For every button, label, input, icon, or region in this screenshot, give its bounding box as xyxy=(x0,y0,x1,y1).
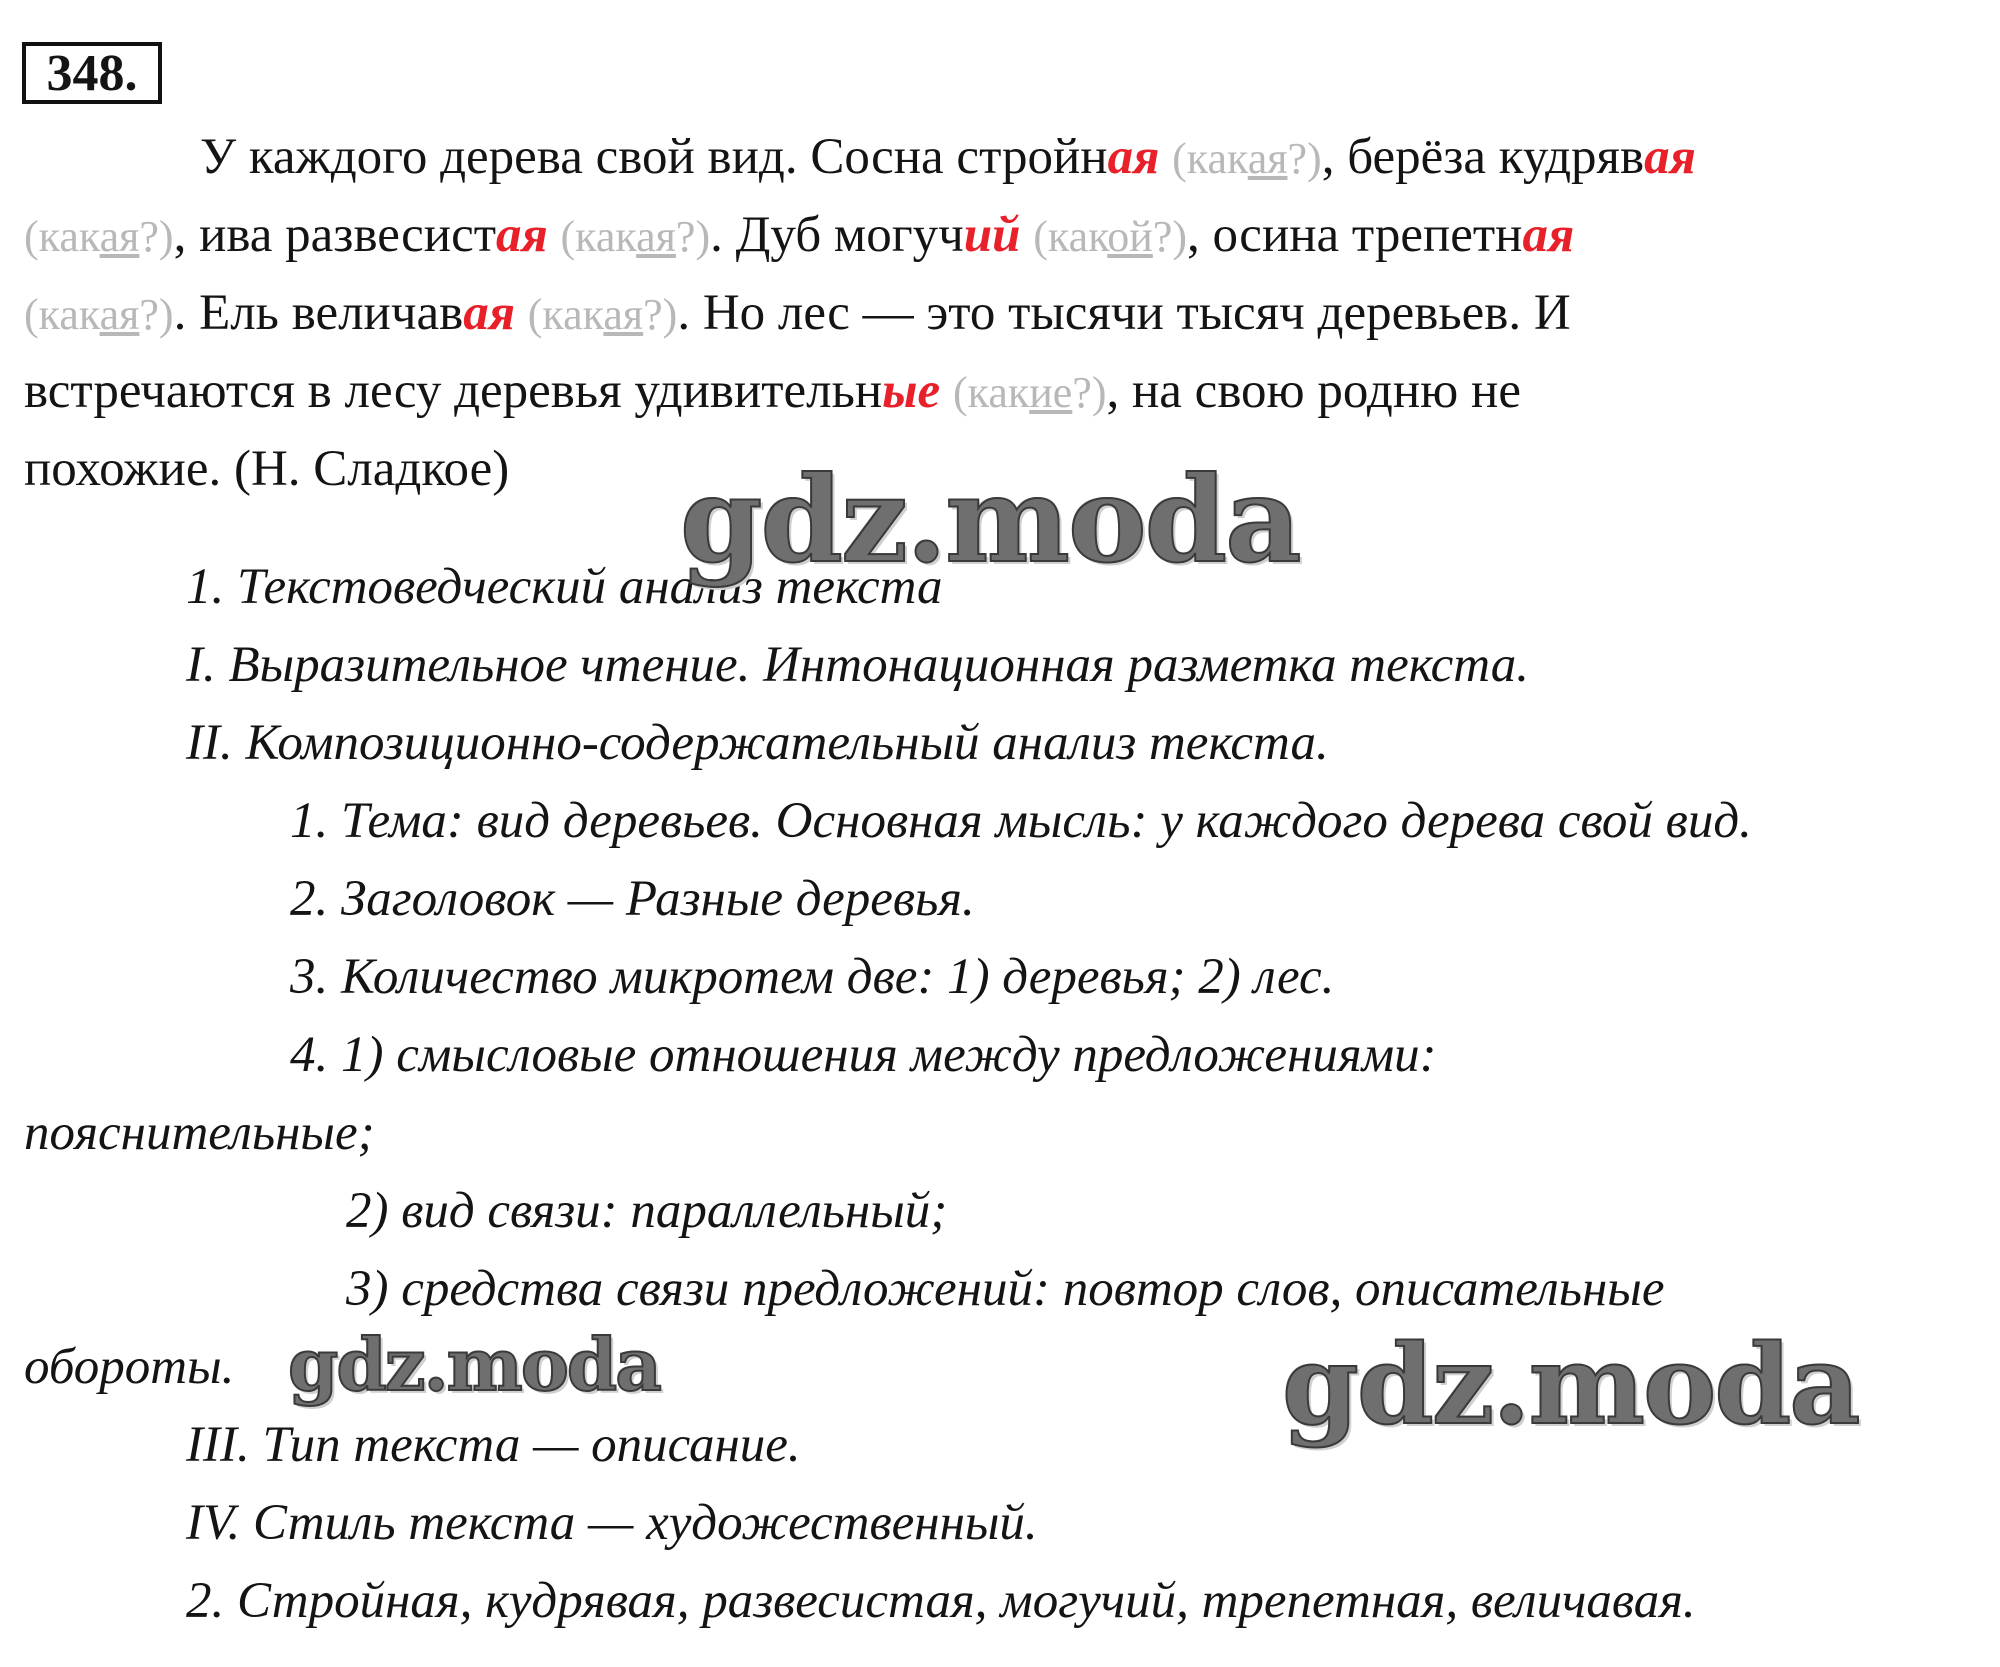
analysis-subitem: 3) средства связи предложений: повтор слов, описательные xyxy=(346,1261,1665,1317)
watermark-logo: gdz.moda xyxy=(680,450,1300,589)
analysis-item: I. Выразительное чтение. Интонационная разметка текста. xyxy=(186,637,1529,693)
analysis-heading: 1. Текстоведческий анализ текста xyxy=(186,559,943,615)
analysis-item: III. Тип текста — описание. xyxy=(186,1417,801,1473)
case-question: (какая?) xyxy=(527,290,678,339)
passage-text: , осина трепетн xyxy=(1187,207,1523,263)
passage-text: похожие. (Н. Сладкое) xyxy=(24,441,510,497)
analysis-item: II. Композиционно-содержательный анализ текста. xyxy=(186,715,1329,771)
analysis-subitem: 3. Количество микротем две: 1) деревья; 2) лес. xyxy=(290,949,1335,1005)
analysis-subitem: 4. 1) смысловые отношения между предложениями: xyxy=(290,1027,1437,1083)
passage-text: , ива развесист xyxy=(173,207,496,263)
analysis-subitem: 2) вид связи: параллельный; xyxy=(346,1183,948,1239)
analysis-continuation: пояснительные; xyxy=(24,1105,375,1161)
analysis-answer: 2. Стройная, кудрявая, развесистая, могучий, трепетная, величавая. xyxy=(186,1573,1696,1629)
case-question: (какие?) xyxy=(952,368,1107,417)
passage-text: . Дуб могуч xyxy=(710,207,964,263)
case-question: (какой?) xyxy=(1033,212,1188,261)
passage-line-3 xyxy=(24,274,1571,352)
passage-text: , на свою родню не xyxy=(1106,363,1521,419)
adjective-ending: ая xyxy=(496,207,548,263)
passage-line-1 xyxy=(200,118,1696,196)
case-question: (какая?) xyxy=(24,290,174,339)
passage-text: . Ель величав xyxy=(173,285,464,341)
passage-line-5 xyxy=(24,430,509,508)
watermark-logo: gdz.moda xyxy=(288,1322,660,1407)
exercise-number: 348. xyxy=(22,42,162,104)
adjective-ending: ая xyxy=(1644,129,1696,185)
case-question: (какая?) xyxy=(1172,134,1322,183)
case-question: (какая?) xyxy=(560,212,711,261)
adjective-ending: ая xyxy=(1107,129,1160,185)
analysis-subitem: 1. Тема: вид деревьев. Основная мысль: у каждого дерева свой вид. xyxy=(290,793,1752,849)
adjective-ending: ий xyxy=(963,207,1021,263)
analysis-subitem: 2. Заголовок — Разные деревья. xyxy=(290,871,975,927)
passage-text: У каждого дерева свой вид. Сосна стройн xyxy=(200,129,1108,185)
adjective-ending: ая xyxy=(1522,207,1575,263)
adjective-ending: ые xyxy=(882,363,941,419)
passage-text: встречаются в лесу деревья удивительн xyxy=(24,363,883,419)
passage-text: , берёза кудряв xyxy=(1321,129,1645,185)
analysis-continuation: обороты. xyxy=(24,1339,235,1395)
passage-line-2 xyxy=(24,196,1574,274)
passage-text: . Но лес — это тысячи тысяч деревьев. И xyxy=(677,285,1571,341)
case-question: (какая?) xyxy=(24,212,174,261)
watermark-logo: gdz.moda xyxy=(1282,1320,1859,1449)
analysis-item: IV. Стиль текста — художественный. xyxy=(186,1495,1038,1551)
passage-line-4 xyxy=(24,352,1521,430)
adjective-ending: ая xyxy=(463,285,515,341)
